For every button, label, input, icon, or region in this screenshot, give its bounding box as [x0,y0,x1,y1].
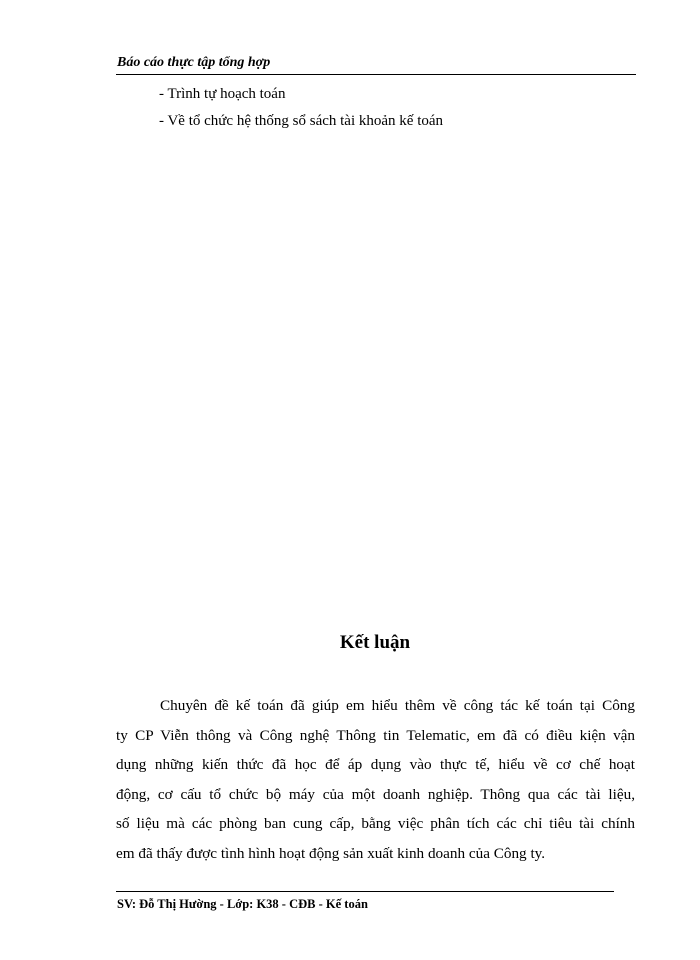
paragraph-line: Chuyên đề kế toán đã giúp em hiểu thêm về công tác kế toán tại Công [160,697,635,714]
bullet-item: - Về tổ chức hệ thống sổ sách tài khoản kế toán [159,113,444,129]
paragraph-line: em đã thấy được tình hình hoạt động sản xuất kinh doanh của Công ty. [116,844,546,862]
paragraph-line: động, cơ cấu tổ chức bộ máy của một doanh nghiệp. Thông qua các tài liệu, [116,785,635,803]
header-divider [116,74,636,75]
footer-divider [116,891,614,892]
paragraph-line: ty CP Viễn thông và Công nghệ Thông tin Telematic, em đã có điều kiện vận [116,726,635,744]
conclusion-paragraph [116,691,635,868]
conclusion-heading: Kết luận [339,632,411,653]
paragraph-line: số liệu mà các phòng ban cung cấp, bằng việc phân tích các chỉ tiêu tài chính [116,815,635,832]
footer-text: SV: Đỗ Thị Hường - Lớp: K38 - CĐB - Kế toán [117,897,368,911]
header-title: Báo cáo thực tập tổng hợp [117,55,271,70]
paragraph-line: dụng những kiến thức đã học để áp dụng vào thực tế, hiểu về cơ chế hoạt [116,756,635,773]
bullet-item: - Trình tự hoạch toán [159,86,286,102]
